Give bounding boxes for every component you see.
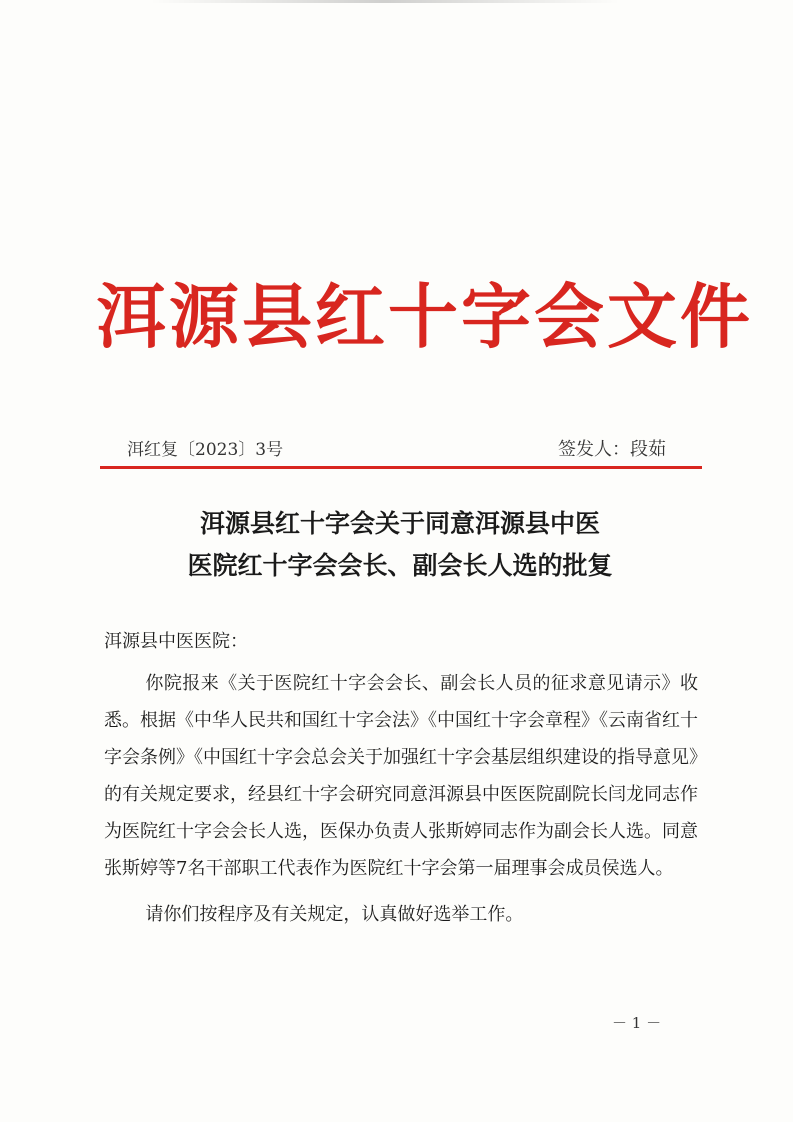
- body-paragraph: 请你们按程序及有关规定，认真做好选举工作。: [145, 904, 524, 925]
- document-title: [100, 503, 700, 587]
- title-line-1: 洱源县红十字会关于同意洱源县中医: [199, 509, 600, 538]
- scan-edge-shadow: [150, 0, 620, 3]
- document-number: 洱红复〔2023〕3号: [127, 440, 284, 460]
- document-body: [104, 665, 698, 933]
- title-line-2: 医院红十字会会长、副会长人选的批复: [187, 551, 613, 580]
- page-number: － 1 －: [612, 1014, 662, 1032]
- signer: 签发人：段茹: [558, 439, 666, 460]
- masthead-title: 洱源县红十字会文件: [96, 275, 753, 358]
- red-divider-line: [100, 466, 702, 469]
- salutation: 洱源县中医医院：: [104, 631, 248, 652]
- body-paragraph: 你院报来《关于医院红十字会会长、副会长人员的征求意见请示》收悉。根据《中华人民共和国红十字会法》《中国红十字会章程》《云南省红十字会条例》《中国红十字会总会关于加强红十字会基层组织建设的指导意见》的有关规定要求，经县红十字会研究同意洱源县中医医院副院长闫龙同志作为医院红十字会会长人选，医保办负责人张斯婷同志作为副会长人选。同意张斯婷等7名干部职工代表作为医院红十字会第一届理事会成员侯选人。: [104, 673, 698, 879]
